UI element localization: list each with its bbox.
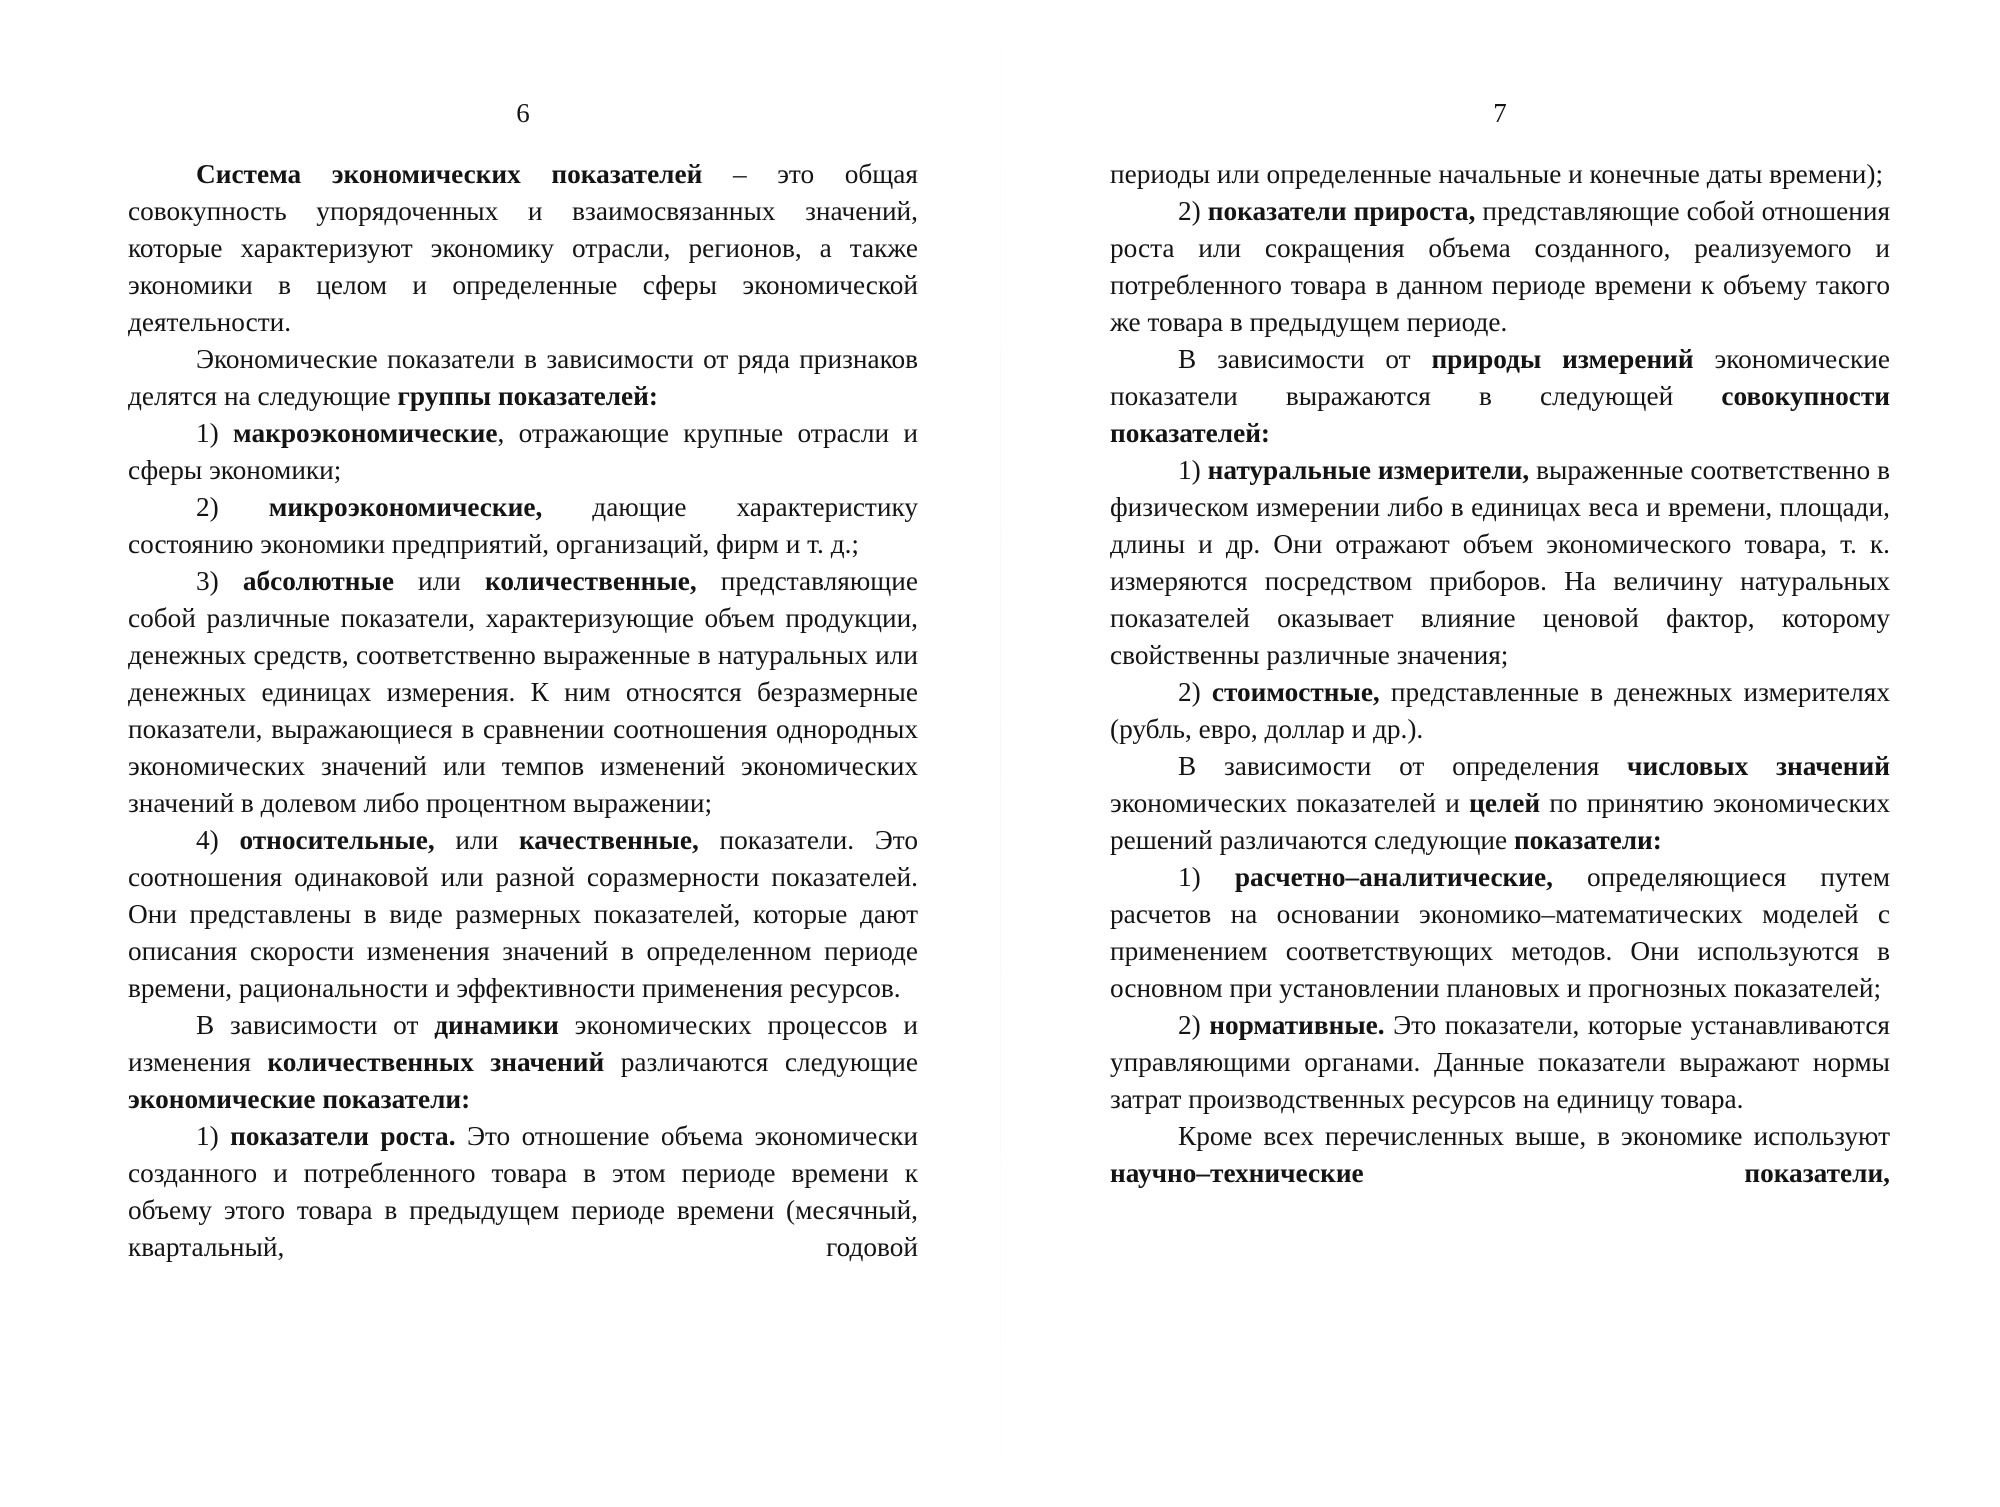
- text-run: 2): [1178, 1010, 1210, 1040]
- text-run: Это отношение объема экономически созданного и потребленного товара в этом периоде времени к объему этого товара в предыдущем периоде времени (месячный, квартальный, годовой: [128, 1121, 918, 1262]
- text-run: 1): [196, 1121, 231, 1151]
- paragraph: [128, 1118, 918, 1266]
- bold-term: экономические показатели:: [128, 1084, 471, 1114]
- bold-term: макроэкономические: [233, 418, 498, 448]
- paragraph: [128, 156, 918, 341]
- bold-term: расчетно–аналитические,: [1234, 862, 1553, 892]
- bold-term: показатели роста.: [230, 1121, 456, 1151]
- bold-term: природы измерений: [1431, 344, 1694, 374]
- bold-term: микроэкономические,: [268, 492, 543, 522]
- text-run: Экономические показатели в зависимости от ряда признаков делятся на следующие: [128, 344, 918, 411]
- paragraph: [1110, 1007, 1890, 1118]
- text-run: 2): [1178, 677, 1212, 707]
- paragraph: [128, 563, 918, 822]
- paragraph: [128, 822, 918, 1007]
- paragraph: [1110, 193, 1890, 341]
- page-gutter: [1000, 0, 1001, 1507]
- paragraph: [1110, 341, 1890, 452]
- bold-term: показатели прироста,: [1207, 196, 1476, 226]
- paragraph: [1110, 859, 1890, 1007]
- text-run: В зависимости от: [1178, 344, 1432, 374]
- text-run: дающие характеристику состоянию экономики предприятий, организаций, фирм и т. д.;: [128, 492, 918, 559]
- text-run: 1): [1178, 862, 1235, 892]
- paragraph: [1110, 674, 1890, 748]
- text-run: периоды или определенные начальные и конечные даты времени);: [1110, 159, 1884, 189]
- bold-term: показатели:: [1513, 825, 1662, 855]
- text-run: В зависимости от: [196, 1010, 435, 1040]
- bold-term: целей: [1469, 788, 1541, 818]
- text-run: 2): [196, 492, 269, 522]
- text-run: Кроме всех перечисленных выше, в экономике используют: [1178, 1121, 1890, 1151]
- bold-term: группы показателей:: [397, 381, 658, 411]
- paragraph: [1110, 748, 1890, 859]
- bold-term: числовых значений: [1627, 751, 1890, 781]
- bold-term: динамики: [434, 1010, 559, 1040]
- bold-term: количественные,: [485, 566, 697, 596]
- text-run: Это показатели, которые устанавливаются управляющими органами. Данные показатели выражают нормы затрат производственных ресурсов на единицу товара.: [1110, 1010, 1890, 1114]
- text-run: 1): [1178, 455, 1208, 485]
- bold-term: количественных значений: [267, 1047, 605, 1077]
- text-run: по принятию экономических решений различаются следующие: [1110, 788, 1890, 855]
- bold-term: качественные,: [518, 825, 699, 855]
- text-run: показатели. Это соотношения одинаковой или разной соразмерности показателей. Они представлены в виде размерных показателей, которые дают описания скорости изменения значений в определенном периоде времени, рациональности и эффективности применения ресурсов.: [128, 825, 918, 1003]
- bold-term: научно–технические показатели,: [1110, 1158, 1890, 1188]
- paragraph: [128, 489, 918, 563]
- bold-term: стоимостные,: [1211, 677, 1380, 707]
- text-run: различаются следующие: [604, 1047, 919, 1077]
- text-run: или: [393, 566, 486, 596]
- bold-term: натуральные измерители,: [1207, 455, 1530, 485]
- text-run: , отражающие крупные отрасли и сферы экономики;: [128, 418, 918, 485]
- page-number-left: 6: [516, 98, 530, 128]
- text-run: представляющие собой различные показатели, характеризующие объем продукции, денежных средств, соответственно выраженные в натуральных или денежных единицах измерения. К ним относятся безразмерные показатели, выражающиеся в сравнении соотношения однородных экономических значений или темпов изменений экономических значений в долевом либо процентном выражении;: [128, 566, 918, 818]
- paragraph: [128, 415, 918, 489]
- bold-term: совокупности показателей:: [1110, 381, 1890, 448]
- text-run: 1): [196, 418, 234, 448]
- paragraph: [1110, 452, 1890, 674]
- page-text-right: [1110, 156, 1890, 1192]
- text-run: или: [434, 825, 519, 855]
- text-run: В зависимости от определения: [1178, 751, 1628, 781]
- page-number-right: 7: [1493, 98, 1507, 128]
- text-run: определяющиеся путем расчетов на основании экономико–математических моделей с применением соответствующих методов. Они используются в основном при установлении плановых и прогнозных показателей;: [1110, 862, 1890, 1003]
- text-run: экономических процессов и изменения: [128, 1010, 918, 1077]
- paragraph: [1110, 156, 1890, 193]
- text-run: 4): [196, 825, 240, 855]
- bold-term: абсолютные: [242, 566, 394, 596]
- paragraph: [128, 341, 918, 415]
- page-text-left: [128, 156, 918, 1266]
- bold-term: нормативные.: [1209, 1010, 1385, 1040]
- text-run: – это общая совокупность упорядоченных и взаимосвязанных значений, которые характеризуют экономику отрасли, регионов, а также экономики в целом и определенные сферы экономической деятельности.: [128, 159, 918, 337]
- text-run: 2): [1178, 196, 1208, 226]
- text-run: выраженные соответственно в физическом измерении либо в единицах веса и времени, площади, длины и др. Они отражают объем экономического товара, т. к. измеряются посредством приборов. На величину натуральных показателей оказывает влияние ценовой фактор, которому свойственны различные значения;: [1110, 455, 1890, 670]
- bold-term: относительные,: [239, 825, 435, 855]
- text-run: представляющие собой отношения роста или сокращения объема созданного, реализуемого и потребленного товара в данном периоде времени к объему такого же товара в предыдущем периоде.: [1110, 196, 1890, 337]
- text-run: 3): [196, 566, 243, 596]
- paragraph: [128, 1007, 918, 1118]
- text-run: экономических показателей и: [1110, 788, 1470, 818]
- text-run: экономические показатели выражаются в следующей: [1110, 344, 1891, 411]
- bold-term: Система экономических показателей: [196, 159, 703, 189]
- paragraph: [1110, 1118, 1890, 1192]
- text-run: представленные в денежных измерителях (рубль, евро, доллар и др.).: [1110, 677, 1890, 744]
